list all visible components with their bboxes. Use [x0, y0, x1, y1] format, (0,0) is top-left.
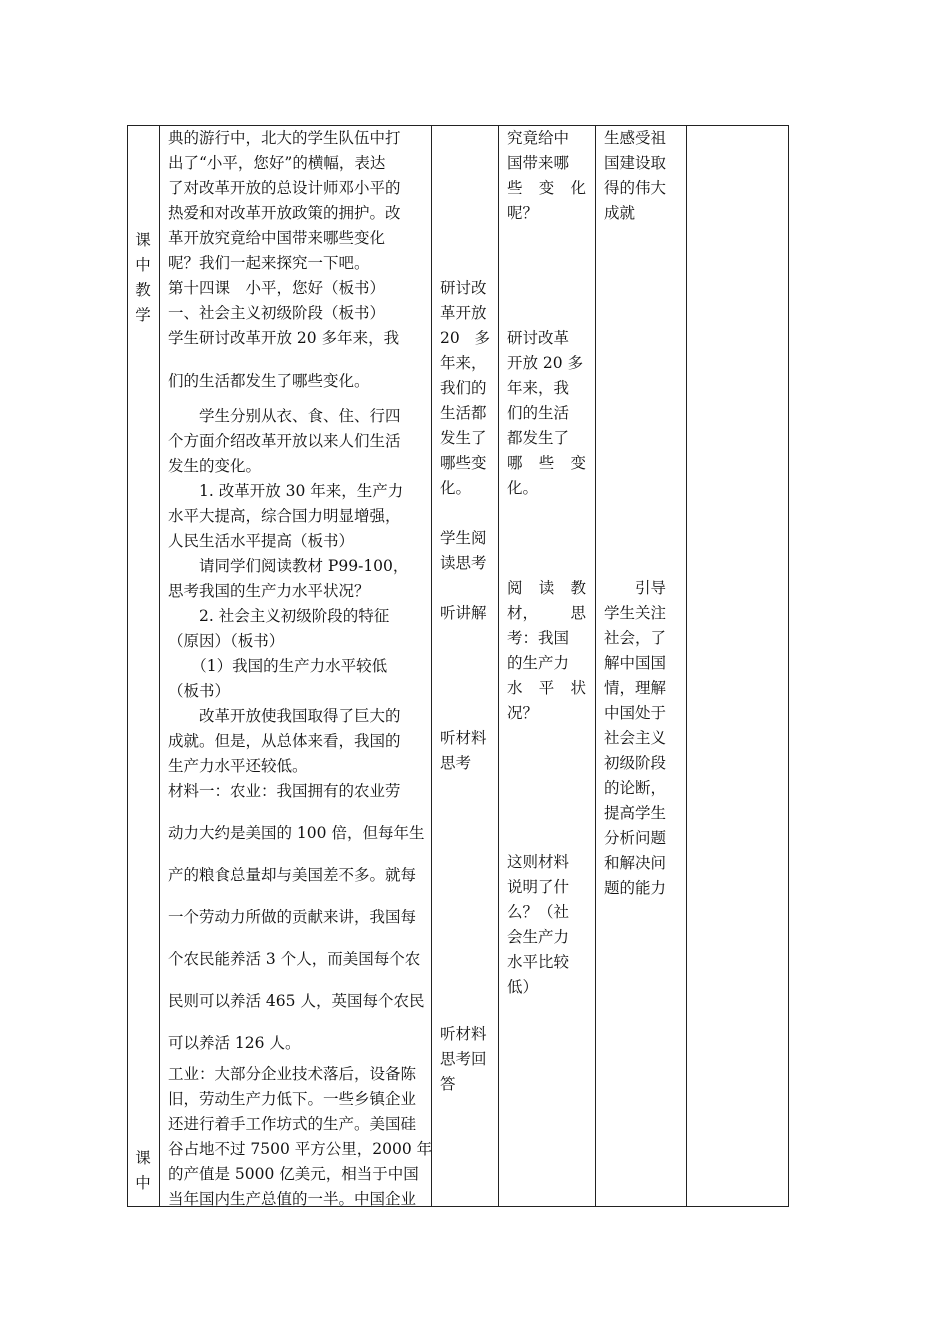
question-line: 哪 些 变 — [507, 454, 586, 472]
column-divider — [498, 125, 499, 1207]
question-line: 水 平 状 — [507, 679, 586, 697]
content-line: 动力大约是美国的 100 倍，但每年生 — [168, 824, 425, 842]
intent-line: 生感受祖 — [604, 129, 667, 147]
question-line: 材， 思 — [507, 604, 586, 622]
activity-line: 20 多 — [440, 329, 490, 347]
activity-line: 研讨改 — [440, 279, 487, 297]
content-line: 呢？我们一起来探究一下吧。 — [168, 254, 370, 272]
content-line: 一个劳动力所做的贡献来讲，我国每 — [168, 908, 417, 926]
content-line: 当年国内生产总值的一半。中国企业 — [168, 1190, 417, 1208]
content-line: 学生研讨改革开放 20 多年来，我 — [168, 329, 400, 347]
content-line: 的产值是 5000 亿美元，相当于中国 — [168, 1165, 419, 1183]
activity-line: 思考 — [440, 754, 472, 772]
question-line: 会生产力 — [507, 928, 570, 946]
intent-line: 题的能力 — [604, 879, 667, 897]
content-line: 还进行着手工作坊式的生产。美国硅 — [168, 1115, 417, 1133]
activity-line: 答 — [440, 1075, 456, 1093]
question-line: 的生产力 — [507, 654, 570, 672]
activity-line: 发生了 — [440, 429, 487, 447]
column-divider — [431, 125, 432, 1207]
question-line: 么？（社 — [507, 903, 570, 921]
content-line: 出了“小平，您好”的横幅，表达 — [168, 154, 386, 172]
activity-line: 读思考 — [440, 554, 487, 572]
intent-line: 分析问题 — [604, 829, 667, 847]
content-line: 民则可以养活 465 人，英国每个农民 — [168, 992, 425, 1010]
intent-line: 社会，了 — [604, 629, 667, 647]
question-line: 呢？ — [507, 204, 539, 222]
content-line: 发生的变化。 — [168, 457, 262, 475]
activity-line: 听讲解 — [440, 604, 487, 622]
intent-line: 引导 — [604, 579, 667, 597]
question-line: 研讨改革 — [507, 329, 570, 347]
question-line: 年来，我 — [507, 379, 570, 397]
stage-label-upper: 课 中 教 学 — [135, 231, 151, 324]
question-line: 考：我国 — [507, 629, 570, 647]
content-line: 生产力水平还较低。 — [168, 757, 308, 775]
column-divider — [595, 125, 596, 1207]
intent-line: 得的伟大 — [604, 179, 667, 197]
question-line: 开放 20 多 — [507, 354, 584, 372]
question-line: 低） — [507, 978, 539, 996]
activity-line: 听材料 — [440, 729, 487, 747]
content-line: （板书） — [168, 682, 231, 700]
activity-line: 年来， — [440, 354, 487, 372]
content-line: 个农民能养活 3 个人，而美国每个农 — [168, 950, 421, 968]
intent-line: 成就 — [604, 204, 636, 222]
activity-line: 思考回 — [440, 1050, 487, 1068]
content-line: （1）我国的生产力水平较低 — [168, 657, 388, 675]
question-line: 说明了什 — [507, 878, 570, 896]
content-line: 热爱和对改革开放政策的拥护。改 — [168, 204, 401, 222]
content-line: 们的生活都发生了哪些变化。 — [168, 372, 370, 390]
question-line: 究竟给中 — [507, 129, 570, 147]
column-divider — [159, 125, 160, 1207]
content-line: 学生分别从衣、食、住、行四 — [168, 407, 401, 425]
content-line: 1. 改革开放 30 年来，生产力 — [168, 482, 404, 500]
content-line: （原因）（板书） — [168, 632, 285, 650]
intent-line: 初级阶段 — [604, 754, 667, 772]
question-line: 国带来哪 — [507, 154, 570, 172]
content-line: 了对改革开放的总设计师邓小平的 — [168, 179, 401, 197]
question-line: 况？ — [507, 704, 539, 722]
activity-line: 我们的 — [440, 379, 487, 397]
question-line: 阅 读 教 — [507, 579, 586, 597]
content-line: 革开放究竟给中国带来哪些变化 — [168, 229, 386, 247]
intent-line: 提高学生 — [604, 804, 667, 822]
content-line: 改革开放使我国取得了巨大的 — [168, 707, 401, 725]
intent-line: 学生关注 — [604, 604, 667, 622]
question-line: 都发生了 — [507, 429, 570, 447]
activity-line: 化。 — [440, 479, 472, 497]
intent-line: 的论断， — [604, 779, 667, 797]
content-line: 2. 社会主义初级阶段的特征 — [168, 607, 390, 625]
question-line: 这则材料 — [507, 853, 570, 871]
content-line: 人民生活水平提高（板书） — [168, 532, 355, 550]
remarks-column — [687, 126, 788, 1206]
intent-line: 解中国国 — [604, 654, 667, 672]
activity-line: 哪些变 — [440, 454, 487, 472]
question-line: 化。 — [507, 479, 539, 497]
question-line: 水平比较 — [507, 953, 570, 971]
intent-line: 社会主义 — [604, 729, 667, 747]
activity-line: 革开放 — [440, 304, 487, 322]
content-line: 谷占地不过 7500 平方公里，2000 年 — [168, 1140, 433, 1158]
content-line: 思考我国的生产力水平状况？ — [168, 582, 370, 600]
question-line: 们的生活 — [507, 404, 570, 422]
lesson-title: 第十四课 小平，您好（板书） — [168, 279, 386, 297]
content-line: 工业：大部分企业技术落后，设备陈 — [168, 1065, 417, 1083]
intent-line: 中国处于 — [604, 704, 667, 722]
content-line: 成就。但是，从总体来看，我国的 — [168, 732, 401, 750]
question-line: 些 变 化 — [507, 179, 586, 197]
content-line: 请同学们阅读教材 P99-100， — [168, 557, 409, 575]
content-line: 产的粮食总量却与美国差不多。就每 — [168, 866, 417, 884]
content-line: 个方面介绍改革开放以来人们生活 — [168, 432, 401, 450]
intent-line: 和解决问 — [604, 854, 667, 872]
content-line: 水平大提高，综合国力明显增强， — [168, 507, 401, 525]
activity-line: 听材料 — [440, 1025, 487, 1043]
activity-line: 学生阅 — [440, 529, 487, 547]
intent-line: 情，理解 — [604, 679, 667, 697]
activity-line: 生活都 — [440, 404, 487, 422]
content-line: 材料一：农业：我国拥有的农业劳 — [168, 782, 401, 800]
content-line: 典的游行中，北大的学生队伍中打 — [168, 129, 401, 147]
section-heading: 一、社会主义初级阶段（板书） — [168, 304, 386, 322]
content-line: 可以养活 126 人。 — [168, 1034, 301, 1052]
intent-line: 国建设取 — [604, 154, 667, 172]
content-line: 旧，劳动生产力低下。一些乡镇企业 — [168, 1090, 417, 1108]
stage-label-lower: 课 中 — [135, 1149, 151, 1192]
